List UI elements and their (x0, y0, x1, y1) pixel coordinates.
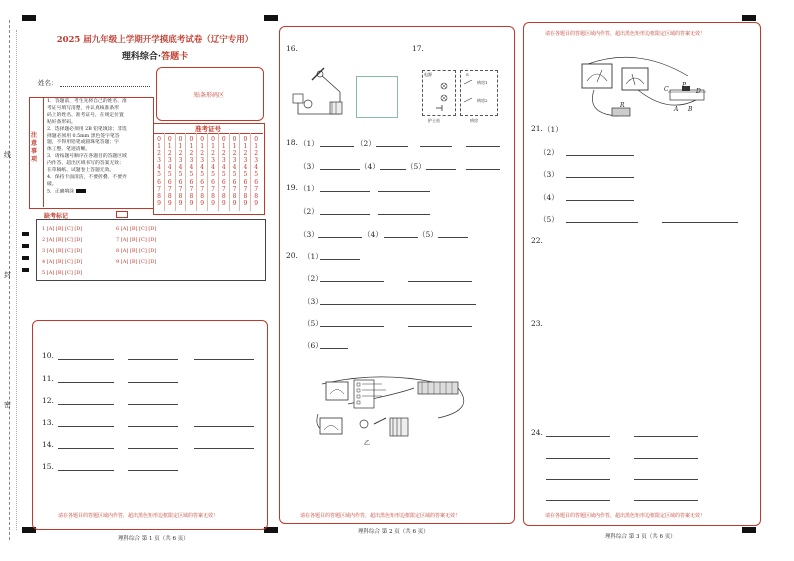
exam-id-digit[interactable]: 5 (221, 171, 226, 179)
exam-id-digit[interactable]: 4 (157, 164, 161, 172)
exam-id-digit[interactable]: 1 (211, 143, 215, 151)
answer-line[interactable] (546, 458, 610, 459)
question-number: 23. (531, 319, 543, 328)
exam-id-digit[interactable]: 4 (167, 164, 172, 172)
answer-line[interactable] (318, 237, 362, 238)
answer-line[interactable] (128, 470, 178, 471)
exam-id-digit[interactable]: 9 (157, 199, 161, 207)
exam-id-digit[interactable]: 2 (232, 150, 237, 158)
exam-id-digit[interactable]: 6 (200, 178, 205, 186)
exam-id-digit[interactable]: 9 (178, 199, 183, 207)
exam-id-digit[interactable]: 4 (211, 164, 215, 172)
exam-id-digit[interactable]: 9 (167, 199, 172, 207)
q20-figure-label: 乙 (364, 440, 371, 447)
question-number: 18. (286, 138, 298, 147)
q16-drawing-box[interactable] (356, 76, 398, 118)
exam-id-digit[interactable]: 5 (157, 171, 161, 179)
q21-figure-label: P (682, 82, 687, 89)
exam-id-digit[interactable]: 5 (189, 171, 194, 179)
choice-row[interactable]: 3 [A] [B] [C] [D] (42, 248, 83, 254)
choice-row[interactable]: 1 [A] [B] [C] [D] (42, 226, 83, 232)
exam-id-digit[interactable]: 8 (189, 192, 194, 200)
q17-label: 电源 (424, 72, 432, 77)
exam-id-digit[interactable]: 2 (211, 150, 215, 158)
exam-id-digit[interactable]: 7 (232, 185, 237, 193)
question-number: 22. (531, 236, 543, 245)
exam-id-digit[interactable]: 4 (200, 164, 205, 172)
sub-question: （5） (303, 319, 323, 328)
exam-id-digit[interactable]: 6 (232, 178, 237, 186)
footer-warning: 请在各题目的答题区域内作答，超出黑色矩形边框限定区域的答案无效！ (58, 513, 219, 519)
corner-mark (264, 15, 278, 21)
exam-id-digit[interactable]: 8 (232, 192, 237, 200)
answer-line[interactable] (376, 146, 408, 147)
q21-figure-label: B (688, 106, 693, 113)
exam-id-digit[interactable]: 1 (243, 143, 248, 151)
sub-question: （4） (363, 230, 383, 239)
answer-line[interactable] (320, 348, 348, 349)
answer-line[interactable] (58, 426, 114, 427)
exam-id-digit[interactable]: 4 (232, 164, 237, 172)
name-field[interactable] (60, 86, 150, 87)
exam-id-digit[interactable]: 8 (221, 192, 226, 200)
sub-question: （5） (418, 230, 438, 239)
page-number: 理科综合 第 1 页（共 6 页） (118, 536, 189, 542)
answer-line[interactable] (320, 191, 370, 192)
answer-line[interactable] (58, 382, 114, 383)
answer-line[interactable] (128, 359, 178, 360)
answer-line[interactable] (408, 326, 472, 327)
exam-id-digit[interactable]: 2 (157, 150, 161, 158)
exam-id-digit[interactable]: 0 (243, 136, 248, 143)
answer-line[interactable] (320, 326, 384, 327)
header-warning: 请在各题目的答题区域内作答，超出黑色矩形边框限定区域的答案无效！ (545, 31, 706, 37)
answer-line[interactable] (466, 146, 500, 147)
sub-question: （6） (303, 341, 323, 350)
answer-line[interactable] (634, 500, 698, 501)
timing-mark (22, 232, 29, 236)
exam-id-digit[interactable]: 6 (178, 178, 183, 186)
answer-line[interactable] (320, 304, 476, 305)
exam-id-digit[interactable]: 2 (254, 150, 259, 158)
binding-char: 线 (4, 151, 11, 159)
exam-id-digit[interactable]: 4 (254, 164, 259, 172)
timing-mark (22, 256, 29, 260)
exam-id-digit[interactable]: 3 (211, 157, 215, 165)
q17-figure (422, 70, 498, 116)
exam-id-digit[interactable]: 7 (243, 185, 248, 193)
exam-id-digit[interactable]: 3 (178, 157, 183, 165)
exam-id-digit[interactable]: 9 (254, 199, 259, 207)
sub-question: （2） (356, 139, 376, 148)
exam-id-digit[interactable]: 0 (189, 136, 194, 143)
answer-line[interactable] (378, 214, 430, 215)
answer-line[interactable] (58, 470, 114, 471)
exam-id-digit[interactable]: 9 (189, 199, 194, 207)
exam-id-column[interactable] (197, 136, 207, 207)
exam-id-column[interactable] (165, 136, 175, 207)
answer-line[interactable] (128, 382, 178, 383)
answer-line[interactable] (58, 404, 114, 405)
exam-id-digit[interactable]: 1 (221, 143, 226, 151)
exam-id-digit[interactable]: 3 (157, 157, 161, 165)
exam-id-digit[interactable]: 3 (254, 157, 259, 165)
exam-id-digit[interactable]: 3 (243, 157, 248, 165)
choice-row[interactable]: 5 [A] [B] [C] [D] (42, 270, 83, 276)
answer-line[interactable] (194, 448, 254, 449)
exam-id-digit[interactable]: 2 (189, 150, 194, 158)
exam-id-digit[interactable]: 1 (200, 143, 205, 151)
exam-id-digit[interactable]: 7 (178, 185, 183, 193)
question-number: 16. (286, 44, 298, 53)
q21-figure-label: C (664, 86, 669, 93)
answer-line[interactable] (566, 155, 634, 156)
answer-line[interactable] (634, 436, 698, 437)
exam-id-digit[interactable]: 7 (221, 185, 226, 193)
notice-line: 择题必须用 0.5mm 黑色签字笔答 (47, 133, 120, 139)
answer-line[interactable] (380, 169, 406, 170)
answer-line[interactable] (320, 214, 370, 215)
question-number: 10. (42, 351, 54, 360)
answer-line[interactable] (438, 237, 468, 238)
sub-question: （1） (543, 125, 563, 134)
answer-line[interactable] (128, 426, 178, 427)
exam-id-digit[interactable]: 1 (167, 143, 172, 151)
answer-line[interactable] (662, 222, 738, 223)
question-number: 24. (531, 428, 543, 437)
question-number: 12. (42, 396, 54, 405)
exam-id-column[interactable] (176, 136, 186, 207)
exam-id-digit[interactable]: 8 (167, 192, 172, 200)
exam-id-digit[interactable]: 4 (221, 164, 226, 172)
answer-line[interactable] (466, 169, 500, 170)
exam-id-digit[interactable]: 2 (167, 150, 172, 158)
q17-caption: 护士站 (428, 118, 440, 123)
page-subtitle: 理科综合·答题卡 (121, 52, 189, 62)
exam-id-digit[interactable]: 8 (157, 192, 161, 200)
question-number: 19. (286, 183, 298, 192)
notice-line: 贴好条形码。 (47, 119, 76, 125)
sub-question: （4） (539, 193, 559, 202)
question-number: 14. (42, 440, 54, 449)
answer-line[interactable] (58, 448, 114, 449)
notice-label: 注意事项 (31, 132, 38, 163)
exam-id-digit[interactable]: 5 (232, 171, 237, 179)
notice-line: 题，不得用铅笔或圆珠笔答题；字 (47, 140, 119, 146)
exam-id-digit[interactable]: 5 (243, 171, 248, 179)
absent-label: 缺考标记 (44, 213, 69, 220)
exam-id-column[interactable] (219, 136, 229, 207)
exam-id-digit[interactable]: 4 (178, 164, 183, 172)
exam-id-digit[interactable]: 8 (243, 192, 248, 200)
exam-id-digit[interactable]: 1 (157, 143, 161, 151)
exam-id-digit[interactable]: 1 (232, 143, 237, 151)
answer-line[interactable] (546, 500, 610, 501)
exam-id-digit[interactable]: 9 (232, 199, 237, 207)
exam-id-digit[interactable]: 5 (200, 171, 205, 179)
timing-mark (22, 268, 29, 272)
answer-line[interactable] (320, 146, 354, 147)
choice-row[interactable]: 7 [A] [B] [C] [D] (116, 237, 157, 243)
footer-warning: 请在各题目的答题区域内作答，超出黑色矩形边框限定区域的答案无效！ (545, 513, 706, 519)
exam-id-digit[interactable]: 8 (254, 192, 259, 200)
exam-id-digit[interactable]: 0 (167, 136, 172, 143)
sub-question: （3） (539, 170, 559, 179)
corner-mark (742, 527, 756, 533)
sub-question: （1） (299, 184, 319, 193)
answer-line[interactable] (320, 259, 360, 260)
exam-id-digit[interactable]: 0 (178, 136, 183, 143)
exam-id-digit[interactable]: 0 (200, 136, 205, 143)
q21-figure-label: A (674, 106, 679, 113)
sub-question: （2） (303, 274, 323, 283)
exam-id-digit[interactable]: 6 (221, 178, 226, 186)
q17-caption: 病房 (470, 118, 478, 123)
exam-id-column[interactable] (154, 136, 164, 207)
question-number: 13. (42, 418, 54, 427)
exam-id-digit[interactable]: 5 (254, 171, 259, 179)
exam-id-column[interactable] (240, 136, 250, 207)
notice-line: 体工整、笔迹清晰。 (47, 147, 91, 153)
exam-id-digit[interactable]: 5 (211, 171, 215, 179)
notice-line: 4．保持卡面清洁，不要折叠、不要弄 (47, 174, 127, 180)
answer-line[interactable] (128, 404, 178, 405)
corner-mark (742, 15, 756, 21)
sub-question: （4） (360, 162, 380, 171)
exam-id-digit[interactable]: 9 (211, 199, 215, 207)
question-number: 20. (286, 251, 298, 260)
notice-line: 2．选择题必须用 2B 铅笔填涂；非选 (47, 126, 127, 132)
answer-line[interactable] (320, 281, 384, 282)
exam-id-digit[interactable]: 6 (243, 178, 248, 186)
exam-id-digit[interactable]: 8 (211, 192, 215, 200)
exam-id-digit[interactable]: 6 (189, 178, 194, 186)
answer-line[interactable] (408, 281, 472, 282)
answer-line[interactable] (194, 426, 254, 427)
filled-sample (76, 189, 86, 193)
answer-line[interactable] (194, 359, 254, 360)
exam-id-digit[interactable]: 3 (221, 157, 226, 165)
exam-id-digit[interactable]: 0 (157, 136, 161, 143)
exam-id-digit[interactable]: 5 (167, 171, 172, 179)
exam-id-label: 准考证号 (195, 125, 221, 133)
exam-id-digit[interactable]: 2 (178, 150, 183, 158)
notice-text (47, 99, 127, 196)
exam-id-digit[interactable]: 2 (243, 150, 248, 158)
sub-question: （5） (406, 162, 426, 171)
question-number: 17. (412, 44, 424, 53)
name-label: 姓名： (38, 79, 58, 87)
exam-id-digit[interactable]: 3 (200, 157, 205, 165)
q17-label: S (466, 72, 469, 77)
exam-id-digit[interactable]: 6 (211, 178, 215, 186)
binding-char: 密 (4, 401, 11, 409)
answer-line[interactable] (128, 448, 178, 449)
q20-apparatus-figure (308, 374, 476, 446)
exam-id-digit[interactable]: 6 (167, 178, 172, 186)
exam-id-digit[interactable]: 1 (189, 143, 194, 151)
exam-id-digit[interactable]: 3 (232, 157, 237, 165)
notice-line: 内作答，超出区域书写的答案无效； (47, 161, 124, 167)
notice-line: 1．答题前，考生先将自己的姓名、准 (47, 99, 127, 104)
exam-id-digit[interactable]: 0 (221, 136, 226, 143)
exam-id-digit[interactable]: 7 (189, 185, 194, 193)
exam-id-digit[interactable]: 6 (157, 178, 161, 186)
q21-figure-label: D (696, 88, 701, 95)
answer-line[interactable] (378, 191, 430, 192)
exam-id-digit[interactable]: 4 (243, 164, 248, 172)
sub-question: （3） (299, 162, 319, 171)
q17-label: 病房2 (477, 98, 488, 103)
exam-id-digit[interactable]: 8 (200, 192, 205, 200)
answer-area-page1 (32, 320, 268, 530)
sub-question: （5） (539, 215, 559, 224)
notice-line: 3．请按题号顺序在各题目的答题区域 (47, 154, 127, 160)
exam-id-digit[interactable]: 9 (221, 199, 226, 207)
exam-id-digit[interactable]: 0 (232, 136, 237, 143)
answer-line[interactable] (566, 222, 638, 223)
exam-id-digit[interactable]: 7 (157, 185, 161, 193)
notice-line: 破。 (47, 181, 57, 187)
answer-line[interactable] (566, 200, 634, 201)
choice-row[interactable]: 4 [A] [B] [C] [D] (42, 259, 83, 265)
q21-figure-label: R (620, 102, 625, 109)
timing-mark (22, 244, 29, 248)
exam-id-digit[interactable]: 1 (178, 143, 183, 151)
exam-id-digit[interactable]: 9 (243, 199, 248, 207)
choice-row[interactable]: 8 [A] [B] [C] [D] (116, 248, 157, 254)
q17-label: 病房1 (477, 80, 488, 85)
exam-id-digit[interactable]: 0 (254, 136, 259, 143)
exam-id-digit[interactable]: 3 (189, 157, 194, 165)
exam-id-digit[interactable]: 1 (254, 143, 259, 151)
exam-id-grid[interactable] (154, 136, 262, 212)
exam-id-digit[interactable]: 7 (211, 185, 215, 193)
exam-id-digit[interactable]: 4 (189, 164, 194, 172)
page-title: 2025 届九年级上学期开学摸底考试卷（辽宁专用） (56, 35, 254, 45)
exam-id-digit[interactable]: 7 (254, 185, 259, 193)
question-number: 15. (42, 462, 54, 471)
exam-id-column[interactable] (230, 136, 240, 207)
question-number: 11. (42, 374, 54, 383)
page-number: 理科综合 第 2 页（共 6 页） (358, 529, 429, 535)
barcode-area-label: 贴条形码区 (193, 92, 224, 99)
answer-line[interactable] (634, 458, 698, 459)
notice-line: 码上的姓名、准考证号，在规定位置 (47, 112, 124, 118)
q16-circuit-figure (290, 64, 352, 122)
exam-id-digit[interactable]: 2 (221, 150, 226, 158)
notice-line: 在草稿纸、试题卷上答题无效。 (47, 168, 115, 174)
choice-row[interactable]: 6 [A] [B] [C] [D] (116, 226, 157, 232)
exam-id-digit[interactable]: 7 (167, 185, 172, 193)
exam-id-column[interactable] (186, 136, 196, 207)
sub-question: （1） (303, 252, 323, 261)
sub-question: （3） (303, 297, 323, 306)
exam-id-digit[interactable]: 5 (178, 171, 183, 179)
exam-id-digit[interactable]: 6 (254, 178, 259, 186)
choice-row[interactable]: 2 [A] [B] [C] [D] (42, 237, 83, 243)
footer-warning: 请在各题目的答题区域内作答，超出黑色矩形边框限定区域的答案无效！ (300, 513, 461, 519)
answer-line[interactable] (546, 436, 610, 437)
answer-line[interactable] (634, 479, 698, 480)
notice-line: 考证号填写清楚，并认真核准条形 (47, 105, 119, 111)
answer-line[interactable] (384, 237, 418, 238)
answer-line[interactable] (58, 359, 114, 360)
choice-row[interactable]: 9 [A] [B] [C] [D] (116, 259, 157, 265)
answer-line[interactable] (426, 169, 456, 170)
exam-id-column[interactable] (251, 136, 261, 207)
exam-id-digit[interactable]: 2 (200, 150, 205, 158)
answer-line[interactable] (546, 479, 610, 480)
sub-question: （2） (299, 207, 319, 216)
answer-line[interactable] (320, 169, 360, 170)
exam-id-digit[interactable]: 9 (200, 199, 205, 207)
exam-id-digit[interactable]: 8 (178, 192, 183, 200)
answer-line[interactable] (420, 146, 452, 147)
exam-id-digit[interactable]: 0 (211, 136, 215, 143)
exam-id-column[interactable] (208, 136, 218, 207)
sub-question: （2） (539, 148, 559, 157)
corner-mark (22, 15, 36, 21)
binding-char: 封 (4, 271, 11, 279)
sub-question: （3） (299, 230, 319, 239)
exam-id-digit[interactable]: 7 (200, 185, 205, 193)
absent-checkbox[interactable] (116, 211, 128, 218)
sub-question: （1） (299, 139, 319, 148)
answer-line[interactable] (566, 177, 634, 178)
exam-id-digit[interactable]: 3 (167, 157, 172, 165)
notice-line: 5．正确填涂 (47, 189, 127, 196)
page-number: 理科综合 第 3 页（共 6 页） (605, 534, 676, 540)
question-number: 21. (531, 124, 543, 133)
